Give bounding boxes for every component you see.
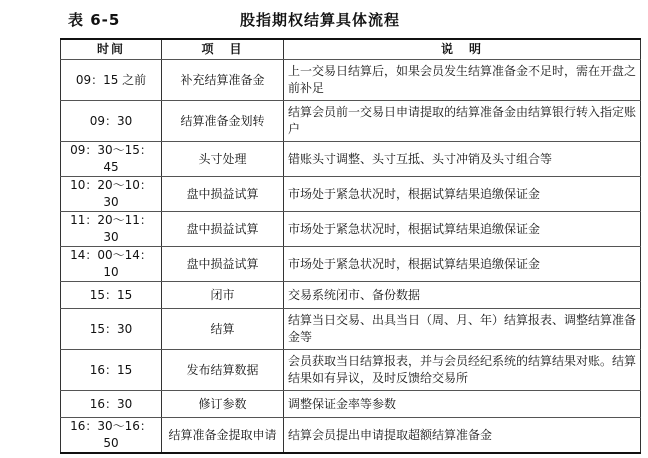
header-row bbox=[61, 39, 641, 60]
header-desc: 说 明 bbox=[284, 39, 641, 60]
cell-desc: 结算会员前一交易日申请提取的结算准备金由结算银行转入指定账户 bbox=[284, 101, 641, 142]
cell-item: 修订参数 bbox=[162, 391, 284, 418]
cell-time: 09：15 之前 bbox=[61, 60, 162, 101]
table-row bbox=[61, 142, 641, 177]
table-row bbox=[61, 247, 641, 282]
cell-time: 09：30～15：45 bbox=[61, 142, 162, 177]
cell-time: 10：20～10：30 bbox=[61, 177, 162, 212]
table-row bbox=[61, 212, 641, 247]
settlement-flow-table bbox=[60, 38, 641, 454]
cell-item: 发布结算数据 bbox=[162, 350, 284, 391]
header-time: 时间 bbox=[61, 39, 162, 60]
cell-desc: 错账头寸调整、头寸互抵、头寸冲销及头寸组合等 bbox=[284, 142, 641, 177]
cell-desc: 上一交易日结算后，如果会员发生结算准备金不足时，需在开盘之前补足 bbox=[284, 60, 641, 101]
cell-time: 16：15 bbox=[61, 350, 162, 391]
cell-item: 头寸处理 bbox=[162, 142, 284, 177]
cell-time: 16：30 bbox=[61, 391, 162, 418]
cell-item: 结算准备金提取申请 bbox=[162, 418, 284, 454]
table-row bbox=[61, 350, 641, 391]
header-item: 项 目 bbox=[162, 39, 284, 60]
table-row bbox=[61, 177, 641, 212]
cell-item: 盘中损益试算 bbox=[162, 177, 284, 212]
table-row bbox=[61, 391, 641, 418]
table-row bbox=[61, 101, 641, 142]
cell-time: 11：20～11：30 bbox=[61, 212, 162, 247]
table-number: 表 6-5 bbox=[68, 11, 121, 29]
cell-desc: 会员获取当日结算报表，并与会员经纪系统的结算结果对账。结算结果如有异议，及时反馈给交易所 bbox=[284, 350, 641, 391]
table-row bbox=[61, 418, 641, 454]
table-row bbox=[61, 309, 641, 350]
cell-item: 闭市 bbox=[162, 282, 284, 309]
cell-time: 16：30～16：50 bbox=[61, 418, 162, 454]
cell-desc: 市场处于紧急状况时，根据试算结果追缴保证金 bbox=[284, 212, 641, 247]
table-row bbox=[61, 282, 641, 309]
cell-time: 15：30 bbox=[61, 309, 162, 350]
cell-item: 补充结算准备金 bbox=[162, 60, 284, 101]
table-row bbox=[61, 60, 641, 101]
cell-time: 09：30 bbox=[61, 101, 162, 142]
cell-desc: 调整保证金率等参数 bbox=[284, 391, 641, 418]
cell-desc: 结算会员提出申请提取超额结算准备金 bbox=[284, 418, 641, 454]
cell-item: 盘中损益试算 bbox=[162, 212, 284, 247]
title-row bbox=[0, 0, 648, 36]
cell-desc: 结算当日交易、出具当日（周、月、年）结算报表、调整结算准备金等 bbox=[284, 309, 641, 350]
cell-desc: 市场处于紧急状况时，根据试算结果追缴保证金 bbox=[284, 247, 641, 282]
cell-time: 14：00～14：10 bbox=[61, 247, 162, 282]
cell-item: 盘中损益试算 bbox=[162, 247, 284, 282]
cell-time: 15：15 bbox=[61, 282, 162, 309]
cell-desc: 市场处于紧急状况时，根据试算结果追缴保证金 bbox=[284, 177, 641, 212]
cell-item: 结算准备金划转 bbox=[162, 101, 284, 142]
cell-item: 结算 bbox=[162, 309, 284, 350]
table-title: 股指期权结算具体流程 bbox=[240, 11, 401, 29]
cell-desc: 交易系统闭市、备份数据 bbox=[284, 282, 641, 309]
